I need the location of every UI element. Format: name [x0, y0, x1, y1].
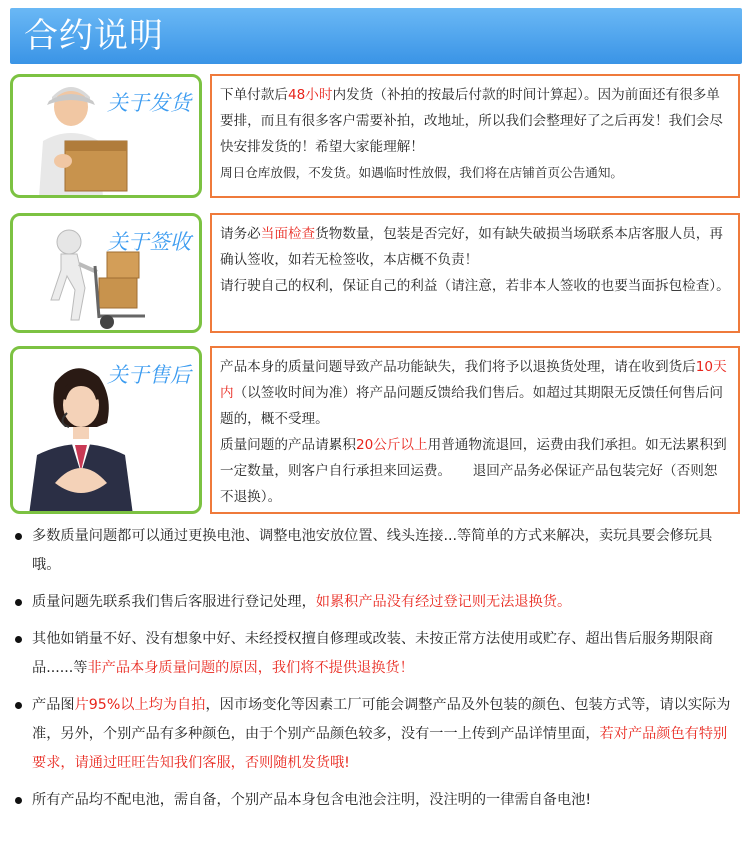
- after-sales-paragraph-1: 产品本身的质量问题导致产品功能缺失，我们将予以退换货处理，请在收到货后10天内（以签收时间为准）将产品问题反馈给我们售后。如超过其期限无反馈任何售后问题的，概不受理。: [220, 359, 727, 427]
- list-item: 产品图片95%以上均为自拍，因市场变化等因素工厂可能会调整产品及外包装的颜色、包装方式等，请以实际为准，另外，个别产品有多种颜色，由于个别产品颜色较多，没有一一上传到产品详情里面，若对产品颜色有特别要求，请通过旺旺告知我们客服，否则随机发货哦!: [10, 691, 740, 778]
- list-item: 所有产品均不配电池，需自备，个别产品本身包含电池会注明，没注明的一律需自备电池!: [10, 786, 740, 815]
- section-label: 关于发货: [107, 91, 191, 115]
- delivery-card: [10, 74, 202, 198]
- weight-highlight: 20公斤以上: [355, 437, 428, 453]
- inspect-highlight: 当面检查: [260, 226, 316, 242]
- signing-text-box: [210, 213, 740, 333]
- delivery-paragraph-1: 下单付款后48小时内发货（补拍的按最后付款的时间计算起）。因为前面还有很多单要排，而且有很多客户需要补拍，改地址，所以我们会整理好了之后再发！我们会尽快安排发货的！希望大家能理解！: [220, 87, 723, 155]
- section-delivery: [0, 74, 750, 198]
- after-sales-text-box: [210, 346, 740, 514]
- signing-paragraph-1: 请务必当面检查货物数量，包装是否完好，如有缺失破损当场联系本店客服人员，再确认签收，如若无检签收，本店概不负责！: [220, 226, 723, 268]
- signing-card: [10, 213, 202, 333]
- list-item: 多数质量问题都可以通过更换电池、调整电池安放位置、线头连接...等简单的方式来解决，卖玩具要会修玩具哦。: [10, 522, 740, 580]
- after-sales-card: [10, 346, 202, 514]
- notes-list: [10, 522, 740, 823]
- section-signing: [0, 213, 750, 333]
- list-item: 质量问题先联系我们售后客服进行登记处理，如累积产品没有经过登记则无法退换货。: [10, 588, 740, 617]
- bullet-dot: [15, 702, 22, 709]
- ten-days-highlight: 10天内: [220, 359, 727, 401]
- bullet-dot: [15, 599, 22, 606]
- delivery-paragraph-2: 周日仓库放假，不发货。如遇临时性放假，我们将在店铺首页公告通知。: [220, 165, 623, 180]
- page-title: 合约说明: [24, 16, 164, 56]
- bullet-dot: [15, 797, 22, 804]
- section-label: 关于售后: [107, 363, 191, 387]
- bullet-dot: [15, 533, 22, 540]
- section-label: 关于签收: [107, 230, 191, 254]
- list-item: 其他如销量不好、没有想象中好、未经授权擅自修理或改装、未按正常方法使用或贮存、超出售后服务期限商品......等非产品本身质量问题的原因，我们将不提供退换货！: [10, 625, 740, 683]
- signing-paragraph-2: 请行驶自己的权利，保证自己的利益（请注意，若非本人签收的也要当面拆包检查）。: [220, 278, 730, 294]
- delivery-time-highlight: 48小时: [287, 87, 333, 103]
- delivery-text-box: [210, 74, 740, 198]
- header-banner: [10, 8, 742, 64]
- section-after-sales: [0, 346, 750, 514]
- after-sales-paragraph-2: 质量问题的产品请累积20公斤以上用普通物流退回，运费由我们承担。如无法累积到一定数量，则客户自行承担来回运费。 退回产品务必保证产品包装完好（否则恕不退换）。: [220, 437, 727, 505]
- bullet-dot: [15, 636, 22, 643]
